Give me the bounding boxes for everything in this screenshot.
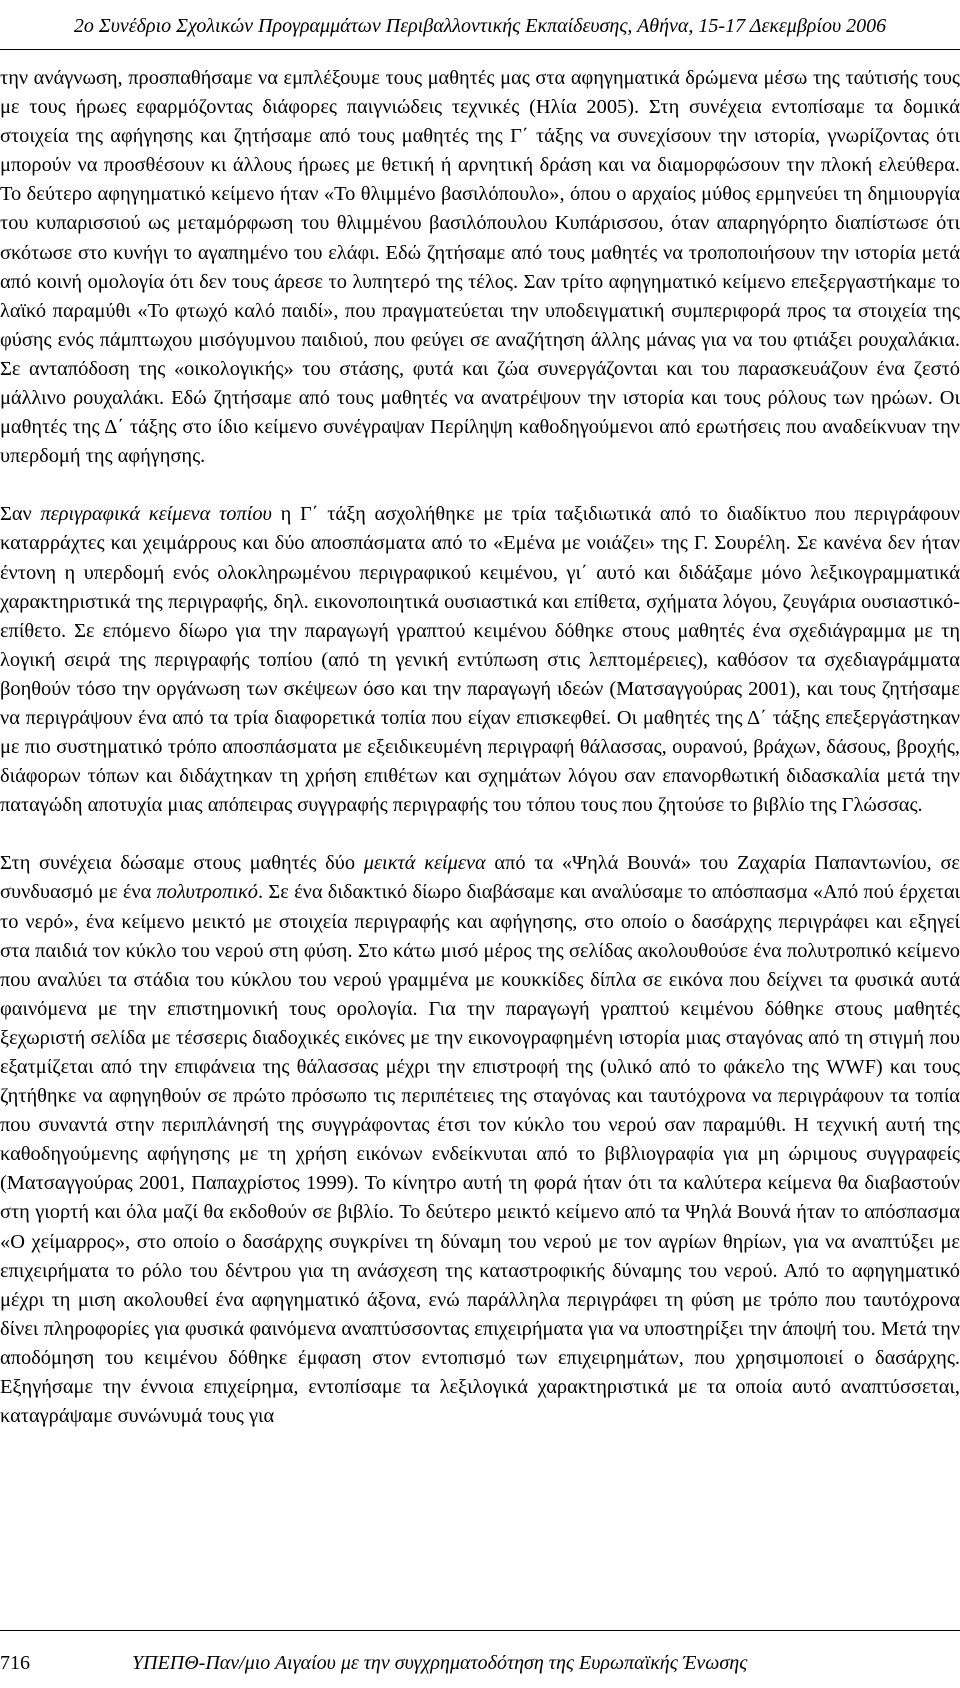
header-rule (0, 49, 960, 50)
running-footer: ΥΠΕΠΘ-Παν/μιο Αιγαίου με την συγχρηματοδότηση της Ευρωπαϊκής Ένωσης (132, 1652, 748, 1674)
paragraph-2: Σαν περιγραφικά κείμενα τοπίου η Γ΄ τάξη ασχολήθηκε με τρία ταξιδιωτικά από το διαδίκτυο που περιγράφουν καταρράχτες και χειμάρρους και δύο αποσπάσματα από το «Εμένα με νοιάζει» της Γ. Σουρέλη. Σε κανένα δεν ήταν έντονη η υπερδομή ενός ολοκληρωμένου περιγραφικού κειμένου, γι΄ αυτό και διδάξαμε μόνο λεξικογραμματικά χαρακτηριστικά της περιγραφής, δηλ. εικονοποιητικά ουσιαστικά και επίθετα, σχήματα λόγου, ζευγάρια ουσιαστικό-επίθετο. Σε επόμενο δίωρο για την παραγωγή γραπτού κειμένου δόθηκε στους μαθητές ένα σχεδιάγραμμα με τη λογική σειρά της περιγραφής τοπίου (από τη γενική εντύπωση στις λεπτομέρειες), καθόσον τα σχεδιαγράμματα βοηθούν τόσο την οργάνωση των σκέψεων όσο και την παραγωγή ιδεών (Ματσαγγούρας 2001), και τους ζητήσαμε να περιγράψουν ένα από τα τρία διαφορετικά τοπία που είχαν επισκεφθεί. Οι μαθητές της Δ΄ τάξης επεξεργάστηκαν με πιο συστηματικό τρόπο αποσπάσματα με εξειδικευμένη περιγραφή θάλασσας, ουρανού, βράχων, δάσους, βροχής, διάφορων τόπων και διδάχτηκαν τη χρήση επιθέτων και σχημάτων λόγου σαν επανορθωτική διδασκαλία μετά την παταγώδη αποτυχία μιας απόπειρας συγγραφής περιγραφής του τόπου τους που ζητούσε το βιβλίο της Γλώσσας. (0, 503, 960, 817)
running-header: 2ο Συνέδριο Σχολικών Προγραμμάτων Περιβαλλοντικής Εκπαίδευσης, Αθήνα, 15-17 Δεκεμβρίου 2006 (73, 15, 887, 37)
body-text (0, 64, 960, 1431)
italic-term: πολυτροπικό (156, 881, 258, 904)
paragraph-3: Στη συνέχεια δώσαμε στους μαθητές δύο μεικτά κείμενα από τα «Ψηλά Βουνά» του Ζαχαρία Παπαντωνίου, σε συνδυασμό με ένα πολυτροπικό. Σε ένα διδακτικό δίωρο διαβάσαμε και αναλύσαμε το απόσπασμα «Από πού έρχεται το νερό», ένα κείμενο μεικτό με στοιχεία περιγραφής και αφήγησης, στο οποίο ο δασάρχης περιγράφει και εξηγεί στα παιδιά τον κύκλο του νερού στη φύση. Στο κάτω μισό μέρος της σελίδας ακολουθούσε ένα πολυτροπικό κείμενο που αναλύει τα στάδια του κύκλου του νερού γραμμένα με κουκκίδες δίπλα σε εικόνα που δείχνει τα φυσικά αυτά φαινόμενα με την επιστημονική τους ορολογία. Για την παραγωγή γραπτού κειμένου δόθηκε στους μαθητές ξεχωριστή σελίδα με τέσσερις διαδοχικές εικόνες με την εικονογραφημένη ιστορία μιας σταγόνας από τη στιγμή που εξατμίζεται από την επιφάνεια της θάλασσας μέχρι την επιστροφή της (υλικό από το φάκελο της WWF) και τους ζητήθηκε να αφηγηθούν σε πρώτο πρόσωπο τις περιπέτειες της σταγόνας και ταυτόχρονα να περιγράφουν τα τοπία που συναντά στην περιπλάνησή της συγγράφοντας έτσι τον κύκλο του νερού σαν παραμύθι. Η τεχνική αυτή της καθοδηγούμενης αφήγησης με τη χρήση εικόνων ενδείκνυται από το βιβλιογραφία για μη ώριμους συγγραφείς (Ματσαγγούρας 2001, Παπαχρίστος 1999). Το κίνητρο αυτή τη φορά ήταν ότι τα καλύτερα κείμενα θα διαβαστούν στη γιορτή και όλα μαζί θα εκδοθούν σε βιβλίο. Το δεύτερο μεικτό κείμενο από τα Ψηλά Βουνά ήταν το απόσπασμα «Ο χείμαρρος», στο οποίο ο δασάρχης συγκρίνει τη δύναμη του νερού με τον αγρίων θηρίων, για να αναπτύξει με επιχειρήματα το ρόλο του δέντρου για τη ανάσχεση της καταστροφικής δύναμης του νερού. Από το αφηγηματικό μέχρι τη μιση ακολουθεί ένα αφηγηματικό άξονα, ενώ παράλληλα περιγράφει τη φύση με τρόπο που ταυτόχρονα δίνει πληροφορίες για φυσικά φαινόμενα αναπτύσσοντας επιχειρήματα για να υποστηρίξει την άποψή του. Μετά την αποδόμηση του κειμένου δόθηκε έμφαση στον εντοπισμό των επιχειρημάτων, που χρησιμοποιεί ο δασάρχης. Εξηγήσαμε την έννοια επιχείρημα, εντοπίσαμε τα λεξιλογικά χαρακτηριστικά με τα οποία αυτό αναπτύσσεται, καταγράψαμε συνώνυμά τους για (0, 852, 960, 1428)
italic-term: μεικτά κείμενα (363, 852, 486, 875)
footer-rule (0, 1630, 960, 1631)
italic-term: περιγραφικά κείμενα τοπίου (40, 503, 272, 526)
paragraph-1: την ανάγνωση, προσπαθήσαμε να εμπλέξουμε τους μαθητές μας στα αφηγηματικά δρώμενα μέσω της ταύτισής τους με τους ήρωες εφαρμόζοντας διάφορες παιγνιώδεις τεχνικές (Ηλία 2005). Στη συνέχεια εντοπίσαμε τα δομικά στοιχεία της αφήγησης και ζητήσαμε από τους μαθητές της Γ΄ τάξης να συνεχίσουν την ιστορία, γνωρίζοντας ότι μπορούν να προσθέσουν κι άλλους ήρωες με θετική ή αρνητική δράση και να διαμορφώσουν την πλοκή ελεύθερα. Το δεύτερο αφηγηματικό κείμενο ήταν «Το θλιμμένο βασιλόπουλο», όπου ο αρχαίος μύθος ερμηνεύει τη δημιουργία του κυπαρισσιού ως μεταμόρφωση του θλιμμένου βασιλόπουλου Κυπάρισσου, όταν απαρηγόρητο διαπίστωσε ότι σκότωσε στο κυνήγι το αγαπημένο του ελάφι. Εδώ ζητήσαμε από τους μαθητές να τροποποιήσουν την ιστορία μετά από κοινή ομολογία ότι δεν τους άρεσε το λυπητερό της τέλος. Σαν τρίτο αφηγηματικό κείμενο επεξεργαστήκαμε το λαϊκό παραμύθι «Το φτωχό καλό παιδί», που πραγματεύεται την υποδειγματική συμπεριφορά προς τα στοιχεία της φύσης ενός πάμπτωχου μισόγυμνου παιδιού, που φεύγει σε αναζήτηση άλλης μάνας για να του φτιάξει ρουχαλάκια. Σε ανταπόδοση της «οικολογικής» του στάσης, φυτά και ζώα συνεργάζονται και του παρασκευάζουν ένα ζεστό μάλλινο ρουχαλάκι. Εδώ ζητήσαμε από τους μαθητές να ανατρέψουν την ιστορία και τους ρόλους των ηρώων. Οι μαθητές της Δ΄ τάξης στο ίδιο κείμενο συνέγραψαν Περίληψη καθοδηγούμενοι από ερωτήσεις που αναδείκνυαν την υπερδομή της αφήγησης. (0, 67, 960, 468)
page-number: 716 (0, 1652, 30, 1674)
